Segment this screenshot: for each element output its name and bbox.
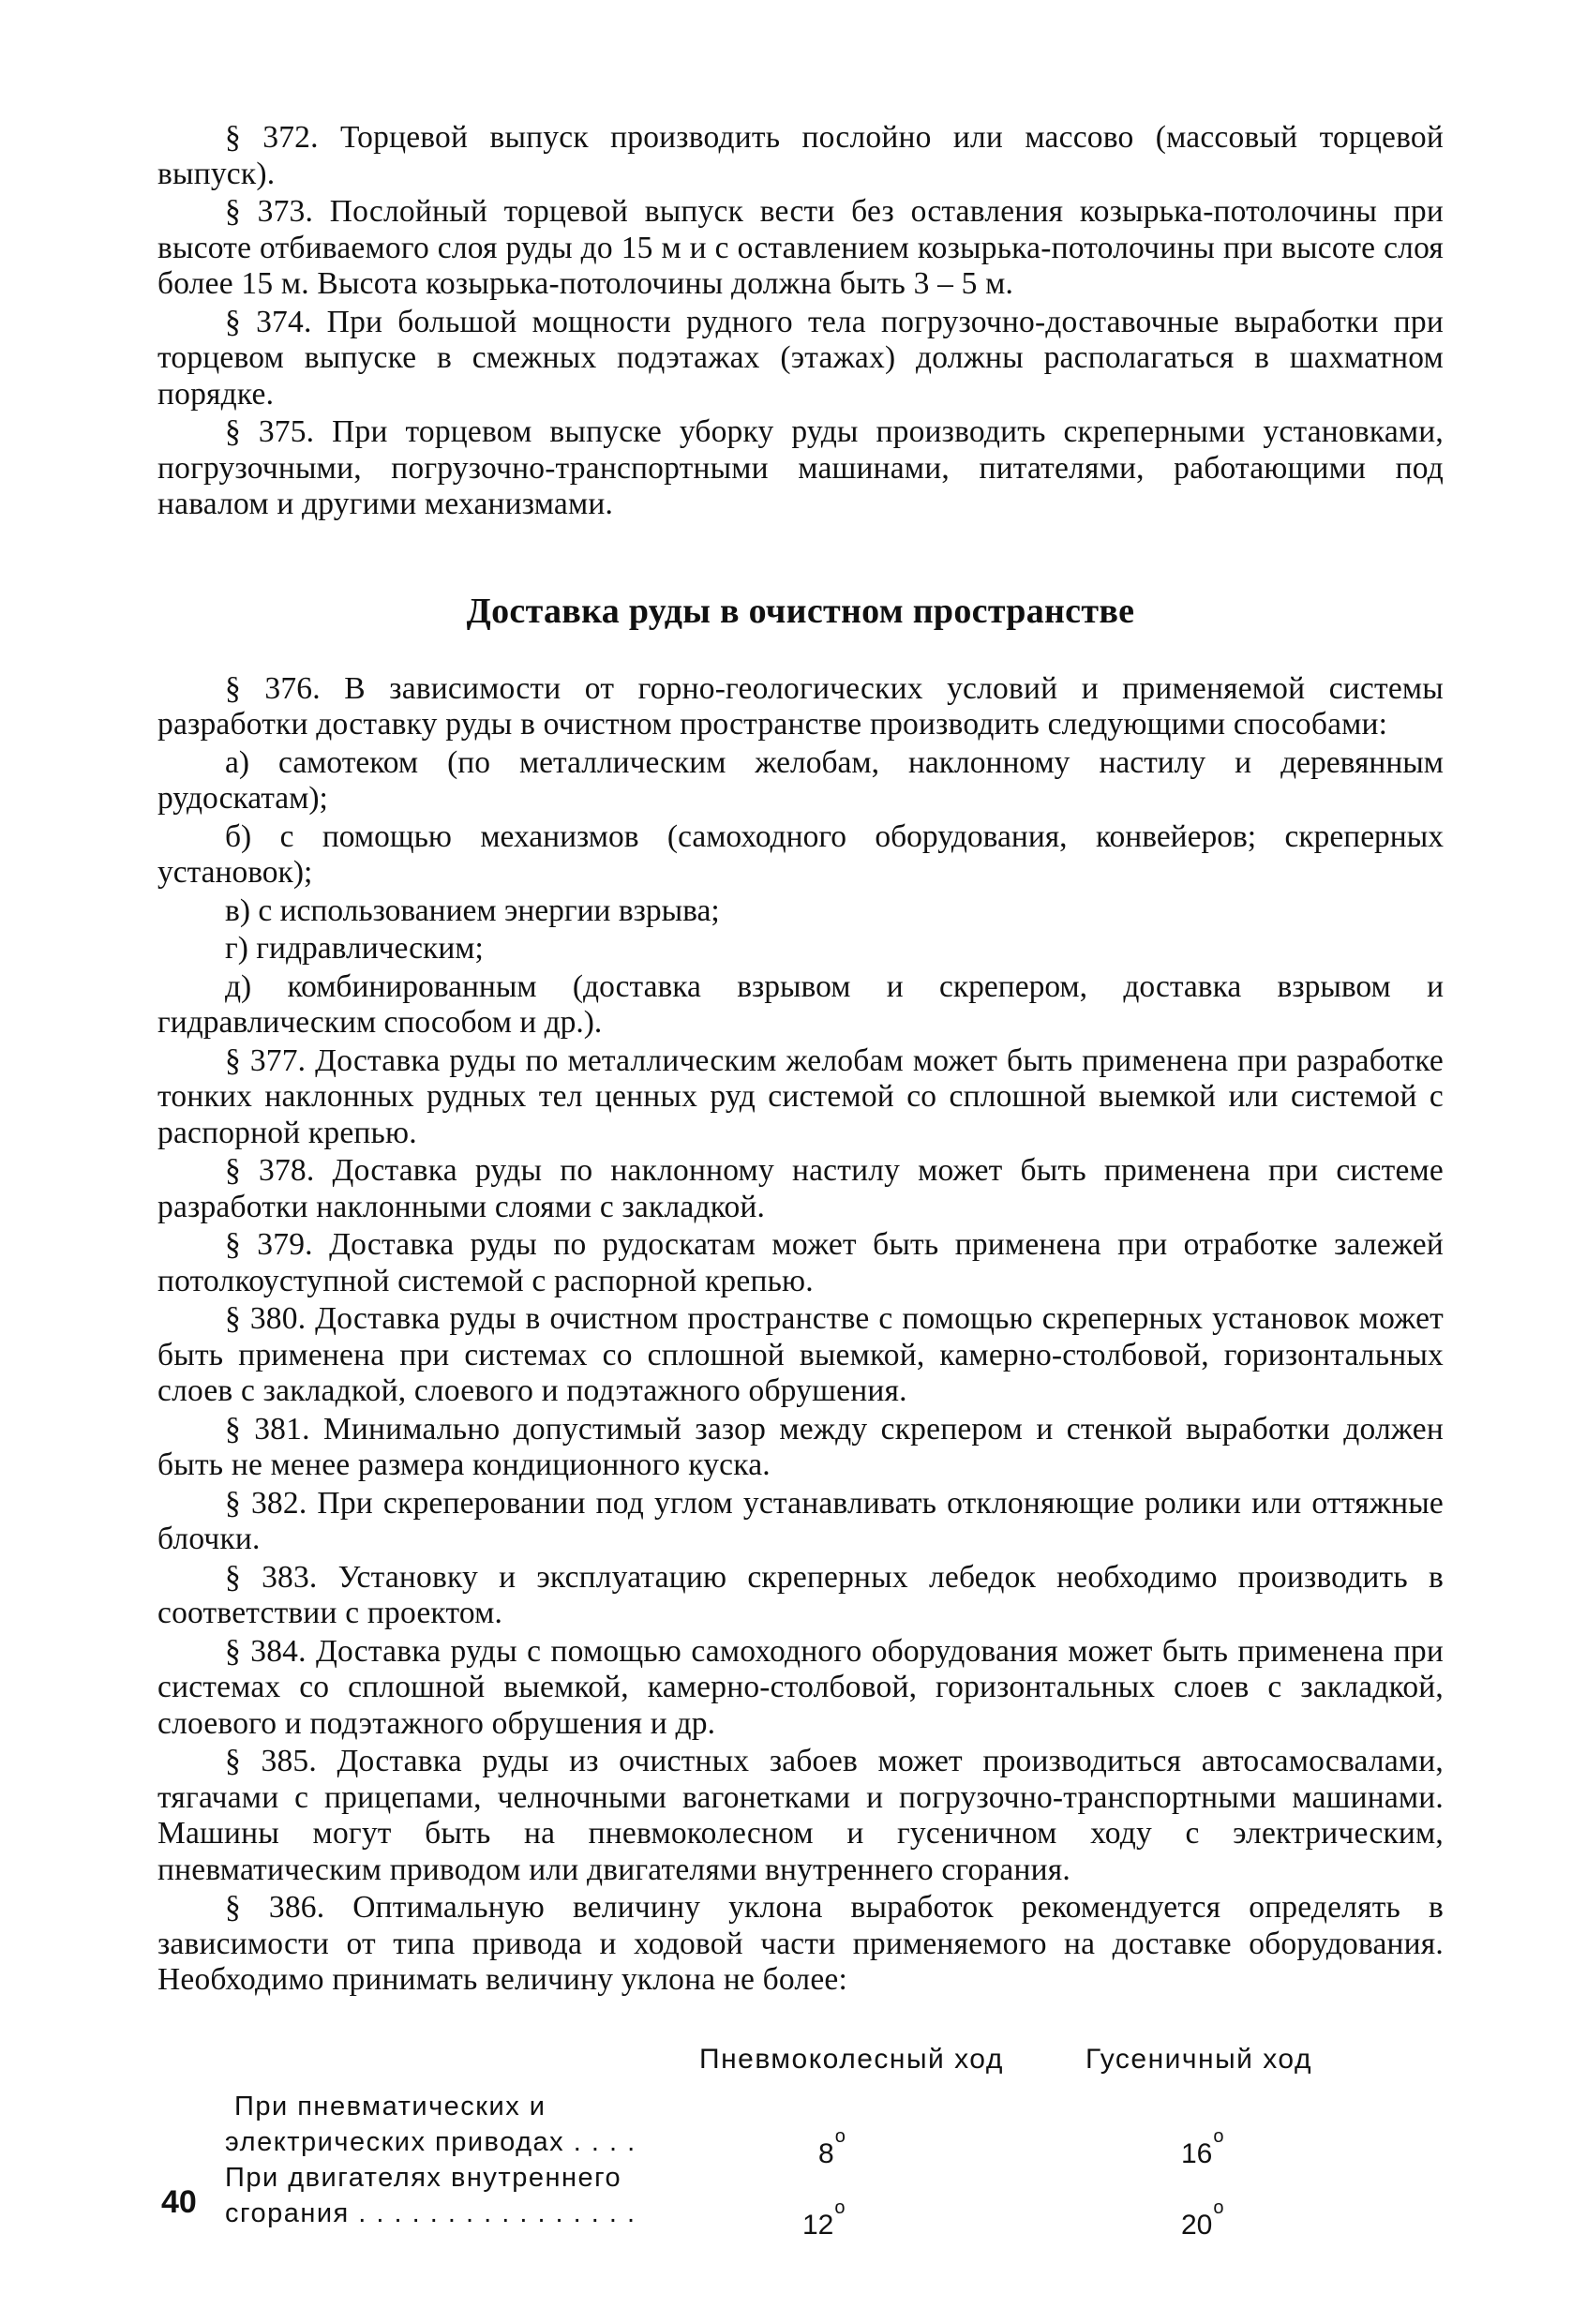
row-label-line2: сгорания . . . . . . . . . . . . . . . .	[225, 2197, 636, 2228]
row-label-line1: При пневматических и	[234, 2091, 546, 2122]
paragraph-382: § 382. При скреперовании под углом устанавливать отклоняющие ролики или оттяжные блочки.	[157, 1485, 1444, 1556]
row-label-line1: При двигателях внутреннего	[225, 2162, 622, 2193]
paragraph-383: § 383. Установку и эксплуатацию скреперных лебедок необходимо производить в соответствии с проектом.	[157, 1559, 1444, 1630]
paragraph-375: § 375. При торцевом выпуске уборку руды производить скреперными установками, погрузочными, погрузочно-транспортными машинами, питателями, работающими под навалом и другими механизмами.	[157, 414, 1444, 521]
list-item-a: а) самотеком (по металлическим желобам, наклонному настилу и деревянным рудоскатам);	[157, 744, 1444, 816]
col-header-pneumatic: Пневмоколесный ход	[699, 2043, 1004, 2075]
value-pneumatic-row1: $8^о$	[818, 2125, 846, 2169]
paragraph-378: § 378. Доставка руды по наклонному настилу может быть применена при системе разработки наклонными слоями с закладкой.	[157, 1153, 1444, 1224]
document-page	[157, 120, 1444, 2241]
value-tracked-row1: $16^о$	[1181, 2125, 1224, 2169]
paragraph-381: § 381. Минимально допустимый зазор между скрепером и стенкой выработки должен быть не менее размера кондиционного куска.	[157, 1411, 1444, 1482]
value-pneumatic-row2: $12^о$	[802, 2197, 846, 2241]
paragraph-373: § 373. Послойный торцевой выпуск вести без оставления козырька-потолочины при высоте отбиваемого слоя руды до 15 м и с оставлением козырька-потолочины при высоте слоя более 15 м. Высота козырька-потолочины должна быть 3 – 5 м.	[157, 194, 1444, 301]
list-item-b: б) с помощью механизмов (самоходного оборудования, конвейеров; скреперных установок);	[157, 818, 1444, 890]
paragraph-374: § 374. При большой мощности рудного тела погрузочно-доставочные выработки при торцевом выпуске в смежных подэтажах (этажах) должны располагаться в шахматном порядке.	[157, 304, 1444, 412]
row-label-pneumatic-electric	[225, 2089, 636, 2160]
paragraph-386: § 386. Оптимальную величину уклона выработок рекомендуется определять в зависимости от типа привода и ходовой части применяемого на доставке оборудования. Необходимо принимать величину уклона не более:	[157, 1890, 1444, 1997]
value-tracked-row2: $20^о$	[1181, 2197, 1224, 2241]
section-heading: Доставка руды в очистном пространстве	[466, 591, 1135, 631]
paragraph-384: § 384. Доставка руды с помощью самоходного оборудования может быть применена при системах со сплошной выемкой, камерно-столбовой, горизонтальных слоев с закладкой, слоевого и подэтажного обрушения и др.	[157, 1633, 1444, 1741]
paragraph-385: § 385. Доставка руды из очистных забоев может производиться автосамосвалами, тягачами с прицепами, челночными вагонетками и погрузочно-транспортными машинами. Машины могут быть на пневмоколесном и гусеничном ходу с электрическим, пневматическим приводом или двигателями внутреннего сгорания.	[157, 1744, 1444, 1887]
col-header-tracked: Гусеничный ход	[1085, 2043, 1312, 2075]
list-item-g: г) гидравлическим;	[225, 931, 484, 966]
list-item-d: д) комбинированным (доставка взрывом и скрепером, доставка взрывом и гидравлическим способом и др.).	[157, 968, 1444, 1040]
slope-table	[157, 2043, 1444, 2241]
paragraph-380: § 380. Доставка руды в очистном пространстве с помощью скреперных установок может быть применена при системах со сплошной выемкой, камерно-столбовой, горизонтальных слоев с закладкой, слоевого и подэтажного обрушения.	[157, 1301, 1444, 1408]
list-item-v: в) с использованием энергии взрыва;	[225, 892, 720, 928]
row-label-line2: электрических приводах . . . .	[225, 2126, 636, 2157]
paragraph-377: § 377. Доставка руды по металлическим желобам может быть применена при разработке тонких наклонных рудных тел ценных руд системой со сплошной выемкой или системой с распорной крепью.	[157, 1042, 1444, 1150]
row-label-combustion	[225, 2160, 636, 2231]
page-number: 40	[161, 2184, 197, 2220]
paragraph-376: § 376. В зависимости от горно-геологических условий и применяемой системы разработки доставку руды в очистном пространстве производить следующими способами:	[157, 670, 1444, 742]
paragraph-379: § 379. Доставка руды по рудоскатам может быть применена при отработке залежей потолкоуступной системой с распорной крепью.	[157, 1227, 1444, 1298]
paragraph-372: § 372. Торцевой выпуск производить послойно или массово (массовый торцевой выпуск).	[157, 120, 1444, 191]
